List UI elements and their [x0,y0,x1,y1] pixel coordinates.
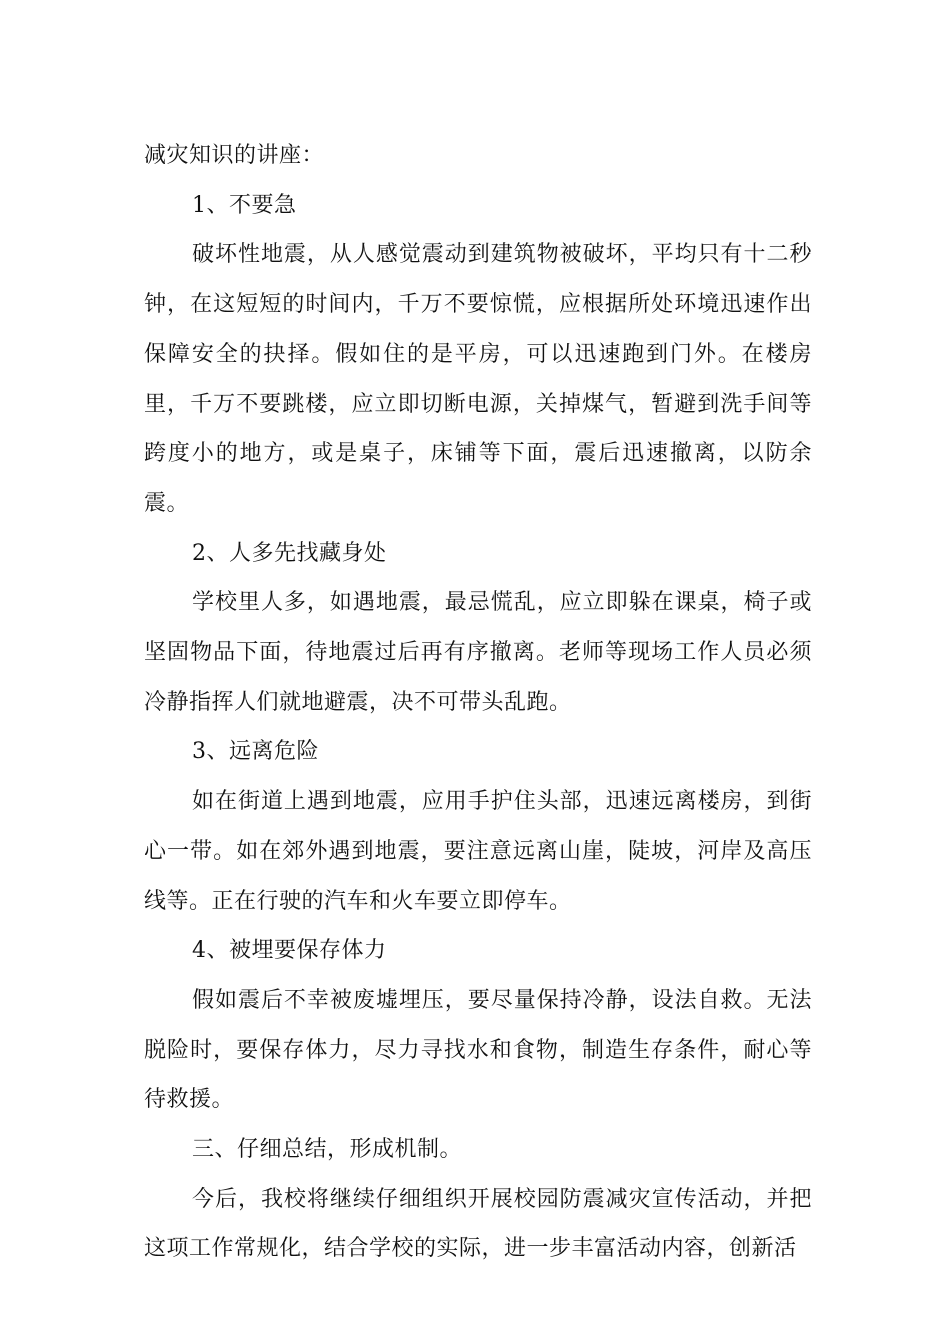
paragraph-item-4: 假如震后不幸被废墟埋压，要尽量保持冷静，设法自救。无法脱险时，要保存体力，尽力寻找水和食物，制造生存条件，耐心等待救援。 [144,987,812,1113]
heading-item-3: 3、远离危险 [192,739,319,765]
paragraph-item-3: 如在街道上遇到地震，应用手护住头部，迅速远离楼房，到街心一带。如在郊外遇到地震，要注意远离山崖，陡坡，河岸及高压线等。正在行驶的汽车和火车要立即停车。 [144,789,812,914]
paragraph-item-1: 破坏性地震，从人感觉震动到建筑物被破坏，平均只有十二秒钟，在这短短的时间内，千万不要惊慌，应根据所处环境迅速作出保障安全的抉择。假如住的是平房，可以迅速跑到门外。在楼房里，千万不要跳楼，应立即切断电源，关掉煤气，暂避到洗手间等跨度小的地方，或是桌子，床铺等下面，震后迅速撤离，以防余震。 [144,242,812,516]
paragraph-item-2: 学校里人多，如遇地震，最忌慌乱，应立即躲在课桌，椅子或坚固物品下面，待地震过后再有序撤离。老师等现场工作人员必须冷静指挥人们就地避震，决不可带头乱跑。 [144,590,812,715]
heading-item-4: 4、被埋要保存体力 [192,938,387,964]
heading-item-2: 2、人多先找藏身处 [192,540,387,566]
section-heading-3: 三、仔细总结，形成机制。 [192,1137,463,1163]
continued-paragraph: 减灾知识的讲座： [144,143,325,168]
heading-item-1: 1、不要急 [192,192,297,218]
closing-paragraph: 今后，我校将继续仔细组织开展校园防震减灾宣传活动，并把这项工作常规化，结合学校的实际，进一步丰富活动内容，创新活 [144,1186,812,1262]
document-body [144,131,812,1274]
